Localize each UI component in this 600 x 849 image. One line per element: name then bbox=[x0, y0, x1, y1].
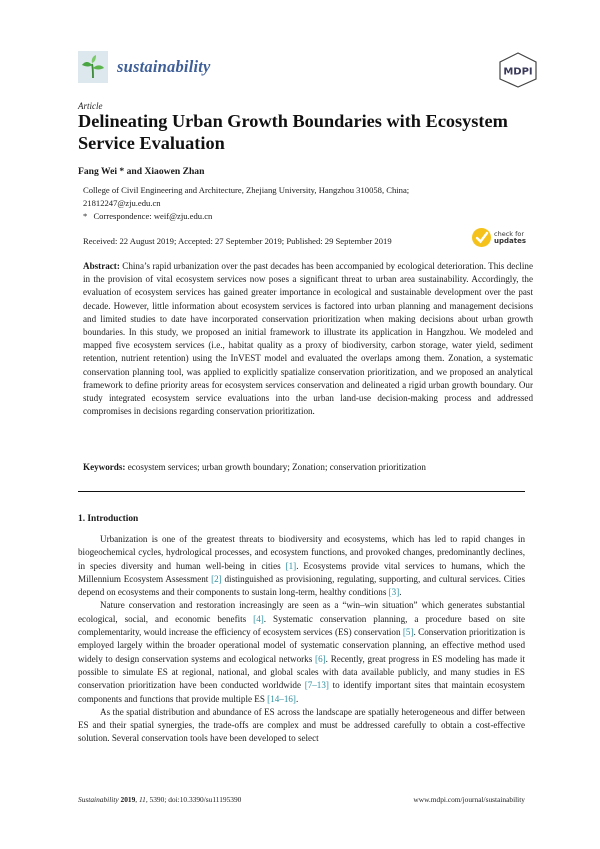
section-body bbox=[78, 533, 525, 746]
citation-info: Sustainability 2019, 11, 5390; doi:10.3390/su11195390 bbox=[78, 795, 242, 804]
affiliation-line: College of Civil Engineering and Architecture, Zhejiang University, Hangzhou 310058, China; bbox=[83, 185, 410, 195]
correspondence-text[interactable]: Correspondence: weif@zju.edu.cn bbox=[93, 211, 213, 221]
page-footer bbox=[78, 795, 525, 804]
article-title: Delineating Urban Growth Boundaries with Ecosystem Service Evaluation bbox=[78, 111, 508, 153]
journal-url[interactable]: www.mdpi.com/journal/sustainability bbox=[413, 795, 525, 804]
paragraph bbox=[78, 533, 525, 599]
section-divider bbox=[78, 491, 525, 492]
citation-link[interactable]: [2] bbox=[211, 573, 222, 584]
abstract bbox=[83, 260, 533, 418]
citation-link[interactable]: [14–16] bbox=[267, 693, 296, 704]
text-run: . bbox=[399, 587, 402, 598]
correspondence bbox=[83, 211, 212, 221]
page-header bbox=[78, 50, 538, 90]
text-run: As the spatial distribution and abundance of ES across the landscape are spatially heterogeneous and differ between ES and their spatial synergies, the trade-offs are complex and must be addressed carefully to obtain a cost-effective solution. Several conservation tools have been developed to select bbox=[78, 706, 525, 744]
sprout-icon bbox=[78, 51, 108, 83]
citation-link[interactable]: [1] bbox=[285, 560, 297, 571]
footer-journal: Sustainability bbox=[78, 795, 119, 804]
text-run: to identify important sites that maintain ecosystem components and functions that provide multiple ES bbox=[78, 680, 525, 704]
mdpi-logo-text: MDPI bbox=[503, 66, 533, 78]
citation-link[interactable]: [6] bbox=[315, 653, 326, 664]
text-run: . Systematic conservation planning, a procedure based on site complementarity, would increase the efficiency of ecosystem services (ES) conservation bbox=[78, 613, 525, 638]
paragraph bbox=[78, 706, 525, 746]
check-for-updates-badge[interactable] bbox=[472, 228, 526, 247]
footer-year: 2019 bbox=[120, 795, 136, 804]
keywords bbox=[83, 462, 533, 472]
affiliation-email[interactable]: 21812247@zju.edu.cn bbox=[83, 198, 161, 208]
footer-volume: 11 bbox=[139, 795, 146, 804]
text-run: . bbox=[295, 693, 299, 704]
text-run: Nature conservation and restoration increasingly are seen as a “win–win situation” which generates substantial ecological, social, and economic benefits bbox=[78, 600, 525, 624]
citation-link[interactable]: [3] bbox=[388, 587, 400, 598]
check-for-updates-text bbox=[494, 231, 526, 245]
authors: Fang Wei * and Xiaowen Zhan bbox=[78, 166, 205, 177]
check-updates-line1: check for bbox=[494, 229, 525, 238]
journal-logo[interactable] bbox=[78, 50, 211, 84]
section-heading: 1. Introduction bbox=[78, 514, 139, 524]
abstract-label: Abstract: bbox=[83, 261, 120, 271]
affiliation bbox=[83, 184, 543, 210]
journal-name: sustainability bbox=[117, 57, 211, 76]
check-updates-line2: updates bbox=[494, 236, 526, 245]
correspondence-marker: * bbox=[83, 211, 88, 221]
text-run: . Ecosystems provide vital services to humans, which the Millennium Ecosystem Assessment bbox=[78, 560, 525, 584]
abstract-text: China’s rapid urbanization over the past decades has been accompanied by ecological deterioration. This decline in the provision of vital ecosystem services now poses a significant threat to urban area sustainability. Accordingly, the evaluation of ecosystem services has gained greater importance in ecological and sustainable development over the past decade. However, little information about ecosystem services is factored into urban planning and management decisions and limited studies to date have incorporated conservation prioritization when making decisions about urban growth boundaries. In this study, we proposed an initial framework to illustrate its application in Hangzhou. We modeled and mapped five ecosystem services (i.e., habitat quality as a proxy of biodiversity, carbon storage, water yield, sediment retention, nutrient retention) using the InVEST model and evaluated the overlaps among them. Zonation, a systematic conservation planning tool, was applied to explicitly spatialize conservation prioritization, and we proposed an analytical framework to define priority areas for ecosystem services conservation and delineated a rigid urban growth boundary. Our study integrated ecosystem service evaluations into the urban land-use decision-making process and addressed compromises in decisions regarding conservation prioritization. bbox=[83, 261, 533, 417]
text-run: . Conservation prioritization is employed largely within the broader operational model of systematic conservation planning, an effective method used widely to design conservation systems and ecological networks bbox=[78, 627, 525, 664]
article-type: Article bbox=[78, 101, 103, 111]
keywords-text: ecosystem services; urban growth boundary; Zonation; conservation prioritization bbox=[127, 462, 426, 472]
text-run: distinguished as provisioning, regulating, supporting, and cultural services. Cities depend on ecosystems and their components to sustain long-term, healthy conditions bbox=[78, 573, 525, 598]
citation-link[interactable]: [4] bbox=[253, 613, 264, 624]
citation-link[interactable]: [7–13] bbox=[304, 680, 329, 691]
footer-doi[interactable]: , 5390; doi:10.3390/su11195390 bbox=[145, 795, 242, 804]
text-run: Urbanization is one of the greatest threats to biodiversity and ecosystems, which has led to rapid changes in biogeochemical cycles, hydrological processes, and ecosystem functions, and provoked changes, predominantly declines, in species diversity and human well-being in cities bbox=[78, 534, 525, 571]
citation-link[interactable]: [5] bbox=[402, 627, 414, 638]
mdpi-logo[interactable] bbox=[498, 52, 538, 88]
keywords-label: Keywords: bbox=[83, 462, 126, 472]
checkmark-icon bbox=[472, 228, 491, 247]
paragraph bbox=[78, 599, 525, 705]
publication-dates: Received: 22 August 2019; Accepted: 27 September 2019; Published: 29 September 2019 bbox=[83, 236, 392, 246]
text-run: . Recently, great progress in ES modeling has made it possible to simulate ES at regional, national, and global scales with data available publicly, and many studies in ES conservation prioritization have been conducted worldwide bbox=[78, 653, 525, 691]
